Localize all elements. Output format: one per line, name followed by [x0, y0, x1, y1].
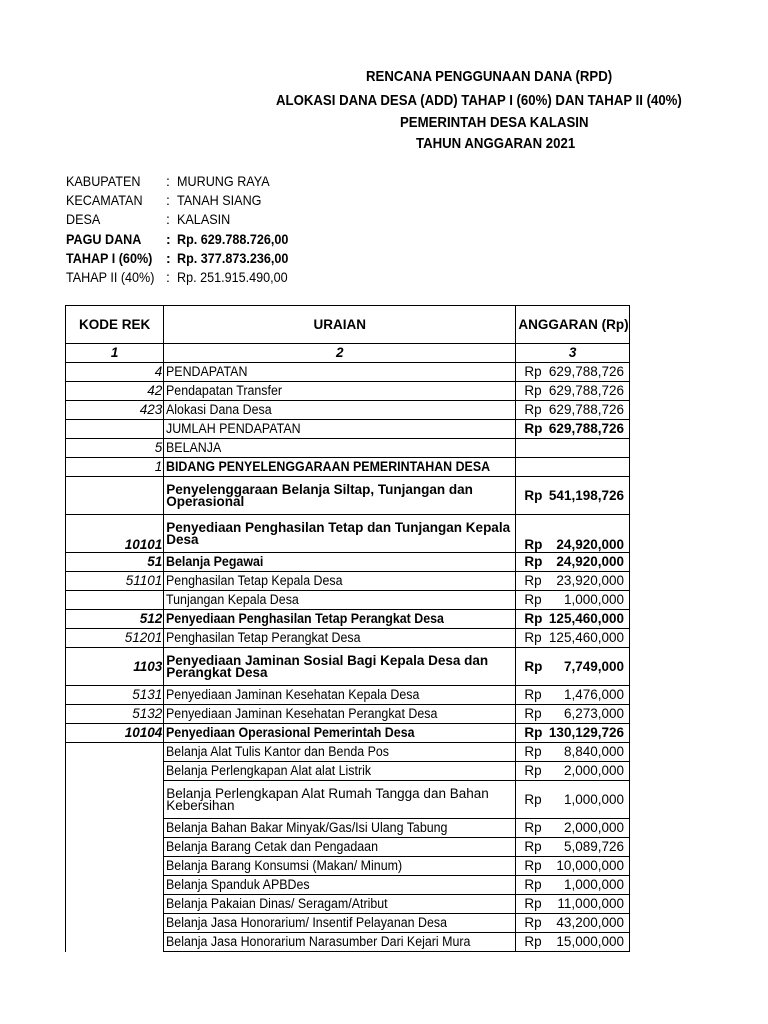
anggaran-cell — [516, 705, 630, 724]
anggaran-cell — [516, 743, 630, 762]
table-row — [66, 629, 630, 648]
uraian-text: Penyediaan Jaminan Kesehatan Perangkat Desa — [166, 706, 438, 721]
kode-rek-cell: 5131 — [66, 686, 164, 705]
kode-rek-cell — [66, 857, 164, 876]
amount-value: 1,476,000 — [563, 687, 624, 702]
uraian-cell — [164, 838, 516, 857]
amount-value: 629,788,726 — [548, 421, 624, 436]
currency-label: Rp — [524, 537, 543, 552]
amount-value: 1,000,000 — [563, 791, 624, 807]
uraian-cell — [164, 458, 516, 477]
info-label: DESA — [66, 211, 101, 227]
uraian-cell — [164, 610, 516, 629]
info-label: KECAMATAN — [66, 192, 143, 208]
kode-rek-cell: 1103 — [66, 648, 164, 686]
table-row — [66, 458, 630, 477]
uraian-text: Penghasilan Tetap Kepala Desa — [166, 573, 343, 588]
kode-rek-cell: 51101 — [66, 572, 164, 591]
kode-rek-cell — [66, 591, 164, 610]
anggaran-cell — [516, 439, 630, 458]
anggaran-cell — [516, 895, 630, 914]
currency-label: Rp — [524, 421, 543, 436]
table-row — [66, 743, 630, 762]
anggaran-cell — [516, 515, 630, 553]
uraian-cell — [164, 477, 516, 515]
anggaran-cell — [516, 401, 630, 420]
uraian-text: Penyediaan Jaminan Kesehatan Kepala Desa — [166, 687, 420, 702]
anggaran-cell — [516, 686, 630, 705]
anggaran-cell — [516, 591, 630, 610]
title-line-3: PEMERINTAH DESA KALASIN — [400, 114, 589, 131]
uraian-cell — [164, 762, 516, 781]
kode-rek-cell: 51201 — [66, 629, 164, 648]
kode-rek-cell — [66, 933, 164, 952]
table-row — [66, 781, 630, 819]
uraian-text: Tunjangan Kepala Desa — [166, 592, 300, 607]
table-row — [66, 477, 630, 515]
currency-label: Rp — [524, 687, 542, 702]
anggaran-cell — [516, 838, 630, 857]
info-label: KABUPATEN — [66, 173, 141, 189]
uraian-cell — [164, 743, 516, 762]
kode-rek-cell: 423 — [66, 401, 164, 420]
currency-label: Rp — [524, 820, 542, 835]
table-row — [66, 439, 630, 458]
anggaran-cell — [516, 857, 630, 876]
uraian-cell — [164, 572, 516, 591]
amount-value: 11,000,000 — [557, 896, 624, 911]
table-row — [66, 591, 630, 610]
kode-rek-cell: 10101 — [66, 515, 164, 553]
currency-label: Rp — [524, 725, 543, 740]
uraian-cell — [164, 686, 516, 705]
amount-value: 1,000,000 — [563, 877, 624, 892]
kode-rek-cell — [66, 819, 164, 838]
info-label: TAHAP I (60%) — [66, 250, 153, 266]
header-uraian: URAIAN — [164, 306, 516, 344]
kode-rek-cell: 5 — [66, 439, 164, 458]
currency-label: Rp — [524, 554, 543, 569]
uraian-text: Penyediaan Jaminan Sosial Bagi Kepala Desa dan Perangkat Desa — [166, 652, 489, 680]
table-row — [66, 648, 630, 686]
uraian-cell — [164, 515, 516, 553]
info-value: MURUNG RAYA — [177, 173, 270, 189]
table-row — [66, 819, 630, 838]
table-row — [66, 724, 630, 743]
currency-label: Rp — [524, 763, 542, 778]
anggaran-cell — [516, 610, 630, 629]
info-value: Rp. 377.873.236,00 — [177, 250, 289, 266]
table-row — [66, 933, 630, 952]
uraian-cell — [164, 591, 516, 610]
currency-label: Rp — [524, 915, 542, 930]
amount-value: 1,000,000 — [563, 592, 624, 607]
amount-value: 24,920,000 — [556, 554, 624, 569]
anggaran-cell — [516, 819, 630, 838]
amount-value: 24,920,000 — [556, 537, 624, 552]
kode-rek-cell — [66, 477, 164, 515]
currency-label: Rp — [524, 877, 542, 892]
table-row — [66, 610, 630, 629]
info-label: TAHAP II (40%) — [66, 269, 155, 285]
document-header — [0, 0, 682, 170]
uraian-cell — [164, 553, 516, 572]
uraian-cell — [164, 401, 516, 420]
currency-label: Rp — [524, 487, 543, 503]
currency-label: Rp — [524, 706, 542, 721]
uraian-text: Belanja Barang Konsumsi (Makan/ Minum) — [166, 858, 403, 873]
info-value: TANAH SIANG — [177, 192, 262, 208]
uraian-text: Belanja Barang Cetak dan Pengadaan — [166, 839, 379, 854]
table-row — [66, 572, 630, 591]
table-row — [66, 895, 630, 914]
anggaran-cell — [516, 762, 630, 781]
kode-rek-cell: 4 — [66, 363, 164, 382]
uraian-text: Penyelenggaraan Belanja Siltap, Tunjangan dan Operasional — [166, 481, 473, 509]
kode-rek-cell: 5132 — [66, 705, 164, 724]
anggaran-cell — [516, 458, 630, 477]
amount-value: 2,000,000 — [563, 763, 624, 778]
info-value: Rp. 629.788.726,00 — [177, 231, 289, 247]
uraian-cell — [164, 895, 516, 914]
table-row — [66, 420, 630, 439]
anggaran-cell — [516, 933, 630, 952]
table-row — [66, 762, 630, 781]
uraian-text: Belanja Perlengkapan Alat Rumah Tangga dan Bahan Kebersihan — [166, 785, 489, 813]
amount-value: 125,460,000 — [548, 611, 624, 626]
uraian-text: Penghasilan Tetap Perangkat Desa — [166, 630, 361, 645]
uraian-cell — [164, 420, 516, 439]
uraian-cell — [164, 781, 516, 819]
table-row — [66, 686, 630, 705]
anggaran-cell — [516, 572, 630, 591]
title-line-2: ALOKASI DANA DESA (ADD) TAHAP I (60%) DAN TAHAP II (40%) — [276, 92, 682, 109]
table-row — [66, 382, 630, 401]
currency-label: Rp — [524, 896, 542, 911]
kode-rek-cell — [66, 420, 164, 439]
uraian-text: PENDAPATAN — [166, 364, 248, 379]
amount-value: 43,200,000 — [556, 915, 624, 930]
uraian-text: Belanja Pakaian Dinas/ Seragam/Atribut — [166, 896, 388, 911]
uraian-text: Belanja Bahan Bakar Minyak/Gas/Isi Ulang Tabung — [166, 820, 448, 835]
table-header-row — [66, 306, 630, 344]
amount-value: 130,129,726 — [548, 725, 624, 740]
currency-label: Rp — [524, 658, 543, 674]
amount-value: 629,788,726 — [548, 383, 624, 398]
kode-rek-cell: 42 — [66, 382, 164, 401]
info-label: PAGU DANA — [66, 231, 142, 247]
currency-label: Rp — [524, 791, 542, 807]
title-line-1: RENCANA PENGGUNAAN DANA (RPD) — [366, 68, 613, 85]
anggaran-cell — [516, 477, 630, 515]
currency-label: Rp — [524, 364, 542, 379]
table-row — [66, 857, 630, 876]
column-number-row: 1 2 3 — [66, 344, 630, 363]
anggaran-cell — [516, 648, 630, 686]
anggaran-cell — [516, 420, 630, 439]
amount-value: 8,840,000 — [563, 744, 624, 759]
amount-value: 6,273,000 — [563, 706, 624, 721]
uraian-cell — [164, 705, 516, 724]
amount-value: 7,749,000 — [563, 658, 624, 674]
kode-rek-cell — [66, 743, 164, 762]
currency-label: Rp — [524, 611, 543, 626]
anggaran-cell — [516, 363, 630, 382]
kode-rek-cell — [66, 762, 164, 781]
amount-value: 10,000,000 — [556, 858, 624, 873]
kode-rek-cell: 512 — [66, 610, 164, 629]
uraian-cell — [164, 876, 516, 895]
uraian-text: Penyediaan Penghasilan Tetap Perangkat Desa — [166, 611, 445, 626]
currency-label: Rp — [524, 839, 542, 854]
kode-rek-cell — [66, 876, 164, 895]
table-row — [66, 914, 630, 933]
uraian-text: Belanja Perlengkapan Alat alat Listrik — [166, 763, 372, 778]
uraian-cell — [164, 857, 516, 876]
currency-label: Rp — [524, 402, 542, 417]
uraian-cell — [164, 819, 516, 838]
uraian-text: Alokasi Dana Desa — [166, 402, 272, 417]
table-row — [66, 876, 630, 895]
amount-value: 125,460,000 — [548, 630, 624, 645]
table-row — [66, 363, 630, 382]
uraian-text: Penyediaan Penghasilan Tetap dan Tunjangan Kepala Desa — [166, 519, 511, 547]
uraian-cell — [164, 724, 516, 743]
uraian-cell — [164, 648, 516, 686]
uraian-text: Belanja Jasa Honorarium Narasumber Dari Kejari Mura — [166, 934, 471, 949]
currency-label: Rp — [524, 592, 542, 607]
anggaran-cell — [516, 724, 630, 743]
kode-rek-cell: 1 — [66, 458, 164, 477]
amount-value: 2,000,000 — [563, 820, 624, 835]
anggaran-cell — [516, 382, 630, 401]
title-line-4: TAHUN ANGGARAN 2021 — [416, 135, 576, 152]
header-kode: KODE REK — [66, 306, 164, 344]
uraian-cell — [164, 382, 516, 401]
info-value: KALASIN — [177, 211, 231, 227]
amount-value: 5,089,726 — [563, 839, 624, 854]
table-row — [66, 838, 630, 857]
uraian-text: BELANJA — [166, 440, 222, 455]
uraian-text: Belanja Alat Tulis Kantor dan Benda Pos — [166, 744, 390, 759]
table-row — [66, 553, 630, 572]
currency-label: Rp — [524, 383, 542, 398]
anggaran-cell — [516, 553, 630, 572]
uraian-text: Belanja Pegawai — [166, 554, 264, 569]
amount-value: 23,920,000 — [556, 573, 624, 588]
amount-value: 15,000,000 — [556, 934, 624, 949]
currency-label: Rp — [524, 934, 542, 949]
kode-rek-cell: 10104 — [66, 724, 164, 743]
kode-rek-cell — [66, 781, 164, 819]
anggaran-cell — [516, 629, 630, 648]
kode-rek-cell: 51 — [66, 553, 164, 572]
table-row — [66, 401, 630, 420]
table-row — [66, 515, 630, 553]
amount-value: 629,788,726 — [548, 364, 624, 379]
uraian-cell — [164, 914, 516, 933]
anggaran-cell — [516, 914, 630, 933]
kode-rek-cell — [66, 895, 164, 914]
info-value: Rp. 251.915.490,00 — [177, 269, 288, 285]
amount-value: 541,198,726 — [548, 487, 624, 503]
uraian-text: Penyediaan Operasional Pemerintah Desa — [166, 725, 415, 740]
kode-rek-cell — [66, 914, 164, 933]
anggaran-cell — [516, 876, 630, 895]
uraian-cell — [164, 363, 516, 382]
uraian-cell — [164, 933, 516, 952]
uraian-text: Belanja Jasa Honorarium/ Insentif Pelayanan Desa — [166, 915, 448, 930]
table-row — [66, 705, 630, 724]
currency-label: Rp — [524, 744, 542, 759]
currency-label: Rp — [524, 573, 542, 588]
uraian-cell — [164, 629, 516, 648]
uraian-text: Belanja Spanduk APBDes — [166, 877, 310, 892]
currency-label: Rp — [524, 858, 542, 873]
anggaran-cell — [516, 781, 630, 819]
header-anggaran: ANGGARAN (Rp) — [516, 306, 630, 344]
amount-value: 629,788,726 — [548, 402, 624, 417]
kode-rek-cell — [66, 838, 164, 857]
uraian-text: JUMLAH PENDAPATAN — [166, 421, 301, 436]
uraian-cell — [164, 439, 516, 458]
uraian-text: Pendapatan Transfer — [166, 383, 283, 398]
uraian-text: BIDANG PENYELENGGARAAN PEMERINTAHAN DESA — [166, 459, 491, 474]
currency-label: Rp — [524, 630, 542, 645]
budget-table — [65, 305, 630, 952]
